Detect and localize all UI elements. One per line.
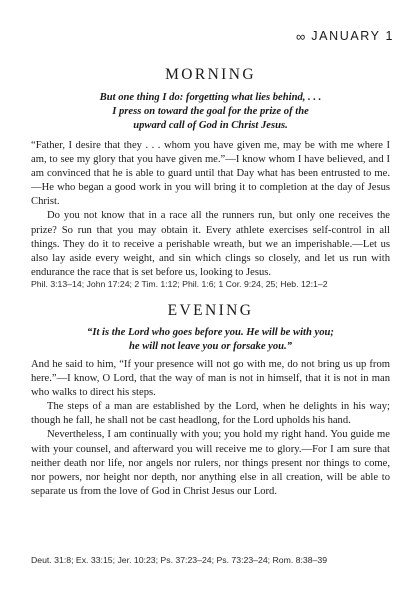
morning-verse-line-2: I press on toward the goal for the prize of the [112, 106, 309, 117]
morning-verse-line-3: upward call of God in Christ Jesus. [133, 120, 288, 131]
morning-paragraph-2: Do you not know that in a race all the runners run, but only one receives the prize? So run that you may obtain it. Every athlete exercises self-control in all things. They do it to receive a perishable wreath, but we an imperishable.—Let us also lay aside every weight, and sin which clings so closely, and let us run with endurance the race that is set before us, looking to Jesus. [31, 210, 390, 278]
evening-section [31, 302, 390, 320]
evening-title: EVENING [167, 302, 254, 319]
evening-body [31, 358, 390, 499]
evening-paragraph-2: The steps of a man are established by the Lord, when he delights in his way; though he fall, he shall not be cast headlong, for the Lord upholds his hand. [31, 401, 390, 427]
evening-verse-line-1: “It is the Lord who goes before you. He will be with you; [87, 327, 334, 338]
morning-references [31, 278, 390, 290]
evening-references [31, 554, 390, 566]
morning-title: MORNING [165, 66, 256, 83]
evening-paragraph-1: And he said to him, “If your presence will not go with me, do not bring us up from here.”—I know, O Lord, that the way of man is not in himself, that it is not in man who walks to direct his steps. [31, 359, 390, 399]
morning-paragraph-1: “Father, I desire that they . . . whom you have given me, may be with me where I am, to see my glory that you have given me.”—I know whom I have believed, and I am convinced that he is able to guard until that Day what has been entrusted to me.—He who began a good work in you will bring it to completion at the day of Jesus Christ. [31, 140, 390, 208]
evening-verse-line-2: he will not leave you or forsake you.” [128, 341, 293, 352]
morning-section [31, 66, 390, 84]
morning-references-text: Phil. 3:13–14; John 17:24; 2 Tim. 1:12; Phil. 1:6; 1 Cor. 9:24, 25; Heb. 12:1–2 [31, 279, 328, 289]
morning-body [31, 139, 390, 280]
running-header [296, 29, 394, 43]
morning-verse [31, 91, 390, 133]
morning-verse-line-1: But one thing I do: forgetting what lies behind, . . . [99, 92, 322, 103]
evening-paragraph-3: Nevertheless, I am continually with you; you hold my right hand. You guide me with your counsel, and afterward you will receive me to glory.—For I am sure that neither death nor life, nor angels nor rulers, nor things present nor things to come, nor powers, nor height nor depth, nor anything else in all creation, will be able to separate us from the love of God in Christ Jesus our Lord. [31, 429, 390, 497]
evening-references-text: Deut. 31:8; Ex. 33:15; Jer. 10:23; Ps. 37:23–24; Ps. 73:23–24; Rom. 8:38–39 [31, 555, 328, 565]
evening-verse [31, 326, 390, 354]
page-date: JANUARY 1 [311, 29, 394, 43]
infinity-ornament-icon: ∞ [296, 28, 306, 44]
